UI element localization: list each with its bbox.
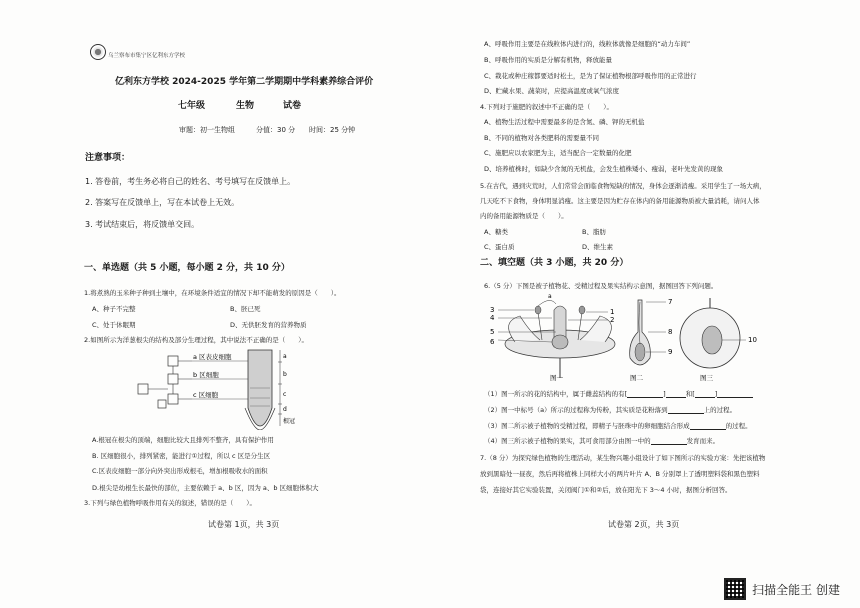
q4-option-c: C、施肥应以农家肥为主，适当配合一定数量的化肥 — [484, 149, 632, 157]
flower-diagrams — [490, 292, 790, 382]
meta-review: 审题：初一生物组 — [179, 126, 235, 134]
figure-number: 10 — [748, 336, 757, 344]
section2-heading: 二、填空题（共 3 小题，共 20 分） — [480, 258, 629, 268]
diagram-label: b 区细胞 — [193, 371, 219, 379]
q5-option-d: D、维生素 — [582, 243, 614, 251]
figure-caption: 图三 — [700, 374, 713, 382]
q2-option-a: A.根冠在根尖的顶端，细胞比较大且排列不整齐，具有保护作用 — [92, 436, 274, 444]
qr-code-icon — [724, 578, 746, 600]
q3-option-d: D、贮藏水果、蔬菜时，应提高温度或氧气浓度 — [484, 87, 620, 95]
right-page-number: 试卷第 2页，共 3页 — [608, 520, 680, 529]
figure-number: 9 — [668, 348, 673, 356]
left-page-number: 试卷第 1页，共 3页 — [208, 520, 280, 529]
q7-line: 袋，连接好其它实验装置，关闭阀门①和②后，放在阳光下 3～4 小时，据图分析回答。 — [480, 486, 732, 494]
q1-option-a: A、种子不完整 — [92, 305, 136, 313]
answer-blank[interactable] — [690, 422, 726, 430]
q2-option-d: D.根尖是幼根生长最快的部位，主要依赖于 a、b 区，因为 a、b 区细胞体积大 — [92, 484, 319, 492]
scanner-brand: 扫描全能王 创建 — [752, 582, 840, 597]
section1-heading: 一、单选题（共 5 小题，每小题 2 分，共 10 分） — [84, 263, 290, 273]
figure-number: 4 — [490, 314, 495, 322]
q7-line: 7.（8 分）为探究绿色植物的生理活动，某生物兴趣小组设计了如下图所示的实验方案：先把该植物 — [480, 454, 766, 462]
q6-part3: （3）图二所示被子植物的受精过程，即精子与胚珠中的卵细胞结合形成 的过程。 — [484, 422, 752, 430]
q6-part2: （2）图一中标号（a）所示的过程称为传粉，其实质是花粉落到 上的过程。 — [484, 406, 737, 414]
subject-label: 生物 — [236, 101, 255, 111]
figure-number: 7 — [668, 298, 673, 306]
diagram-label: 根冠 — [283, 418, 296, 425]
q3-option-b: B、呼吸作用的实质是分解有机物，释放能量 — [484, 56, 612, 64]
school-logo-icon — [90, 44, 106, 60]
answer-blank[interactable] — [695, 390, 715, 398]
diagram-label: c 区细胞 — [193, 391, 219, 399]
figure-number: 5 — [490, 328, 495, 336]
q7-line: 放到黑暗处一昼夜，然后再将植株上同样大小的两片叶片 A、B 分别罩上了透明塑料袋和黑色塑料 — [480, 470, 760, 478]
q3-option-a: A、呼吸作用主要是在线粒体内进行的，线粒体就像是细胞的“动力车间” — [484, 40, 691, 48]
figure-three-fruit — [680, 298, 757, 382]
q5-option-b: B、脂肪 — [582, 228, 606, 236]
meta-time: 时间：25 分钟 — [309, 126, 356, 134]
q4-option-a: A、植物生活过程中需要最多的是含氮、磷、钾的无机盐 — [484, 118, 645, 126]
meta-score: 分值：30 分 — [256, 126, 296, 134]
figure-one-flower — [490, 293, 615, 382]
diagram-label: a 区表皮细胞 — [193, 353, 232, 361]
answer-blank[interactable] — [666, 390, 686, 398]
q2-option-b: B. 区细胞很小，排列紧密，能进行①过程，所以 c 区是分生区 — [92, 452, 271, 460]
q1-option-b: B、胚已死 — [230, 305, 261, 313]
note-item: 3. 考试结束后，将反馈单交回。 — [85, 220, 200, 229]
svg-text:a: a — [548, 293, 552, 300]
note-item: 1. 答卷前，考生务必将自己的姓名、考号填写在反馈单上。 — [85, 177, 296, 186]
notes-heading: 注意事项： — [85, 153, 131, 163]
q6-stem: 6.（5 分）下图是被子植物花、受精过程及果实结构示意图，据图回答下列问题。 — [484, 282, 718, 290]
figure-number: 6 — [490, 338, 495, 346]
root-tip-diagram — [130, 348, 310, 430]
note-item: 2. 答案写在反馈单上，写在本试卷上无效。 — [85, 198, 240, 207]
q5-line: 内的备用能源物质是（ ）。 — [480, 212, 568, 220]
q6-part1: （1）图一所示的花的结构中，属于雌蕊结构的有[ ] 和[ ] — [484, 390, 753, 398]
answer-blank[interactable] — [717, 390, 753, 398]
answer-blank[interactable] — [651, 437, 687, 445]
q4-option-b: B、不同的植物对各类肥料的需要量不同 — [484, 134, 599, 142]
q3-stem: 3.下列与绿色植物呼吸作用有关的叙述，错误的是（ ）。 — [84, 499, 256, 507]
figure-number: 3 — [490, 306, 495, 314]
figure-two-pistil — [630, 298, 673, 382]
figure-number: 8 — [668, 328, 673, 336]
q4-stem: 4.下列对于施肥的叙述中不正确的是（ ）。 — [480, 103, 613, 111]
q5-line: 5.在古代，遇到灾荒时，人们常常会面临食物短缺的情况，身体会逐渐消瘦。采用学生了一场大病， — [480, 182, 766, 190]
q6-part4: （4）图三所示被子植物的果实，其可食用部分由图一中的 发育而来。 — [484, 437, 720, 445]
q5-option-c: C、蛋白质 — [484, 243, 515, 251]
q1-option-d: D、无供胚发育的营养物质 — [230, 321, 307, 329]
q5-line: 几天吃不下食物，身体明显消瘦。这主要是因为贮存在体内的备用能源物质被大量消耗，请问人体 — [480, 197, 760, 205]
figure-caption: 图二 — [630, 374, 643, 382]
q1-stem: 1.将煮熟的玉米种子种到土壤中，在环境条件适宜的情况下却不能萌发的原因是（ ）。 — [84, 289, 341, 297]
diagram-label: b — [283, 371, 287, 378]
figure-number: 2 — [610, 316, 615, 324]
q2-stem: 2.如图所示为洋葱根尖的结构及部分生理过程，其中说法不正确的是（ ）。 — [84, 336, 308, 344]
q1-option-c: C、处于休眠期 — [92, 321, 136, 329]
q4-option-d: D、培养植株时，如缺少含氮的无机盐，会发生植株矮小、瘦弱，老叶先发黄的现象 — [484, 165, 724, 173]
school-small-name: 乌兰察布市集宁区亿利东方学校 — [108, 53, 186, 59]
scanner-watermark — [724, 578, 840, 600]
paper-label: 试卷 — [283, 101, 302, 111]
diagram-label: a — [283, 353, 287, 360]
answer-blank[interactable] — [668, 406, 704, 414]
figure-caption: 图一 — [550, 374, 563, 382]
q5-option-a: A、糖类 — [484, 228, 508, 236]
exam-title: 亿利东方学校 2024-2025 学年第二学期期中学科素养综合评价 — [115, 77, 374, 87]
grade-label: 七年级 — [178, 101, 206, 111]
diagram-label: d — [283, 406, 287, 413]
figure-number: 1 — [610, 308, 615, 316]
q3-option-c: C、栽花或种庄稼都要适时松土，是为了保证植物根部呼吸作用的正常进行 — [484, 72, 697, 80]
q2-option-c: C.区表皮细胞一部分向外突出形成根毛，增加根吸收水的面积 — [92, 467, 268, 475]
answer-blank[interactable] — [627, 390, 663, 398]
diagram-label: c — [283, 391, 287, 398]
